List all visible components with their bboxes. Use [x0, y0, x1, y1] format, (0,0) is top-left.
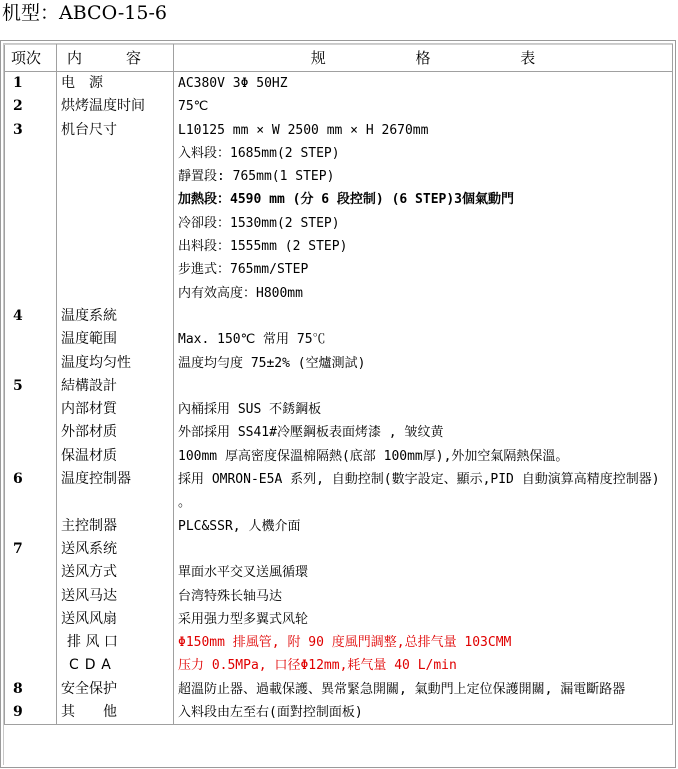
row-no [5, 515, 57, 538]
row-item: 温度系統 [57, 305, 174, 328]
header-spec-char-1: 规 [310, 49, 326, 67]
row-item: 温度控制器 [57, 468, 174, 515]
row-spec: PLC&SSR, 人機介面 [174, 515, 673, 538]
row-spec: 內桶採用 SUS 不銹鋼板 [174, 398, 673, 421]
row-no [5, 165, 57, 188]
row-no [5, 328, 57, 351]
row-no [5, 608, 57, 631]
row-item: 温度範围 [57, 328, 174, 351]
header-spec-char-3: 表 [520, 49, 536, 67]
row-no: 7 [5, 538, 57, 561]
row-no [5, 282, 57, 305]
table-row [5, 258, 673, 281]
row-item: 机台尺寸 [57, 119, 174, 142]
row-item: 送风马达 [57, 585, 174, 608]
row-item [57, 165, 174, 188]
table-row [5, 72, 673, 96]
table-row [5, 235, 673, 258]
table-row [5, 305, 673, 328]
row-no: 6 [5, 468, 57, 515]
row-item: 烘烤温度时间 [57, 95, 174, 118]
row-item [57, 212, 174, 235]
row-spec: 超溫防止器、過載保護、異常緊急開關, 氣動門上定位保護開關, 漏電斷路器 [174, 678, 673, 701]
table-row [5, 282, 673, 305]
row-item: 电 源 [57, 72, 174, 96]
row-no: 9 [5, 701, 57, 725]
table-row [5, 352, 673, 375]
row-spec: Max. 150℃ 常用 75℃ [174, 328, 673, 351]
table-row [5, 119, 673, 142]
row-item: 保温材质 [57, 445, 174, 468]
row-no [5, 421, 57, 444]
table-header-row [5, 45, 673, 72]
row-item: 外部材质 [57, 421, 174, 444]
row-no [5, 352, 57, 375]
table-row [5, 445, 673, 468]
table-row [5, 421, 673, 444]
table-row [5, 468, 673, 515]
row-spec: 冷卻段：1530mm(2 STEP) [174, 212, 673, 235]
row-spec: 出料段：1555mm (2 STEP) [174, 235, 673, 258]
row-spec: 加熱段：4590 mm (分 6 段控制) (6 STEP)3個氣動門 [174, 188, 673, 211]
row-spec: 100mm 厚高密度保溫棉隔熱(底部 100mm厚),外加空氣隔熱保溫。 [174, 445, 673, 468]
row-no [5, 212, 57, 235]
row-spec: 外部採用 SS41#冷壓鋼板表面烤漆 , 皱纹黄 [174, 421, 673, 444]
row-no [5, 142, 57, 165]
row-no [5, 188, 57, 211]
row-spec: 採用 OMRON-E5A 系列, 自動控制(數字設定、顯示,PID 自動演算高精度控制器) 。 [174, 468, 673, 515]
row-item [57, 258, 174, 281]
row-spec [174, 305, 673, 328]
row-no: 4 [5, 305, 57, 328]
table-row [5, 328, 673, 351]
row-spec: 入料段：1685mm(2 STEP) [174, 142, 673, 165]
row-item: 温度均匀性 [57, 352, 174, 375]
table-row [5, 538, 673, 561]
row-item: 排 风 口 [57, 631, 174, 654]
table-row [5, 515, 673, 538]
spec-table [4, 44, 673, 725]
table-row [5, 654, 673, 677]
table-row [5, 212, 673, 235]
row-no [5, 585, 57, 608]
table-row [5, 585, 673, 608]
row-item: 内部材質 [57, 398, 174, 421]
header-no: 项次 [5, 45, 57, 72]
row-item: CDA [57, 654, 174, 677]
row-spec: L10125 mm × W 2500 mm × H 2670mm [174, 119, 673, 142]
row-item: 送风方式 [57, 561, 174, 584]
table-row [5, 561, 673, 584]
row-item: 其 他 [57, 701, 174, 725]
row-no [5, 561, 57, 584]
row-no: 5 [5, 375, 57, 398]
row-spec [174, 375, 673, 398]
table-row [5, 142, 673, 165]
row-item: 送风风扇 [57, 608, 174, 631]
row-no: 1 [5, 72, 57, 96]
row-item [57, 142, 174, 165]
spec-table-body [5, 72, 673, 725]
row-spec: 75℃ [174, 95, 673, 118]
row-no [5, 654, 57, 677]
row-spec: 温度均勻度 75±2% (空爐測試) [174, 352, 673, 375]
table-row [5, 95, 673, 118]
row-spec: Φ150mm 排風管, 附 90 度風門調整,总排气量 103CMM [174, 631, 673, 654]
row-spec: 入料段由左至右(面對控制面板) [174, 701, 673, 725]
table-row [5, 188, 673, 211]
header-spec-char-2: 格 [415, 49, 431, 67]
row-no [5, 258, 57, 281]
row-no: 8 [5, 678, 57, 701]
header-spec [174, 45, 673, 72]
header-item: 内容 [57, 45, 174, 72]
row-no [5, 235, 57, 258]
row-spec: 單面水平交叉送風循環 [174, 561, 673, 584]
row-no: 2 [5, 95, 57, 118]
table-row [5, 375, 673, 398]
row-spec: AC380V 3Φ 50HZ [174, 72, 673, 96]
row-spec [174, 538, 673, 561]
row-item: 結構設計 [57, 375, 174, 398]
row-item [57, 282, 174, 305]
row-no [5, 631, 57, 654]
row-spec: 内有效高度：H800mm [174, 282, 673, 305]
row-item [57, 235, 174, 258]
row-no: 3 [5, 119, 57, 142]
row-item: 送风系统 [57, 538, 174, 561]
row-spec: 台湾特殊长轴马达 [174, 585, 673, 608]
page-title: 机型：ABCO-15-6 [2, 2, 167, 24]
table-row [5, 165, 673, 188]
row-no [5, 398, 57, 421]
table-row [5, 398, 673, 421]
row-item: 安全保护 [57, 678, 174, 701]
row-item: 主控制器 [57, 515, 174, 538]
row-item [57, 188, 174, 211]
table-row [5, 631, 673, 654]
table-row [5, 678, 673, 701]
row-spec: 采用强力型多翼式风轮 [174, 608, 673, 631]
row-spec: 步進式：765mm/STEP [174, 258, 673, 281]
row-spec: 压力 0.5MPa, 口径Φ12mm,耗气量 40 L/min [174, 654, 673, 677]
row-spec: 靜置段: 765mm(1 STEP) [174, 165, 673, 188]
spec-table-frame [0, 40, 676, 768]
table-row [5, 608, 673, 631]
table-row [5, 701, 673, 725]
row-no [5, 445, 57, 468]
